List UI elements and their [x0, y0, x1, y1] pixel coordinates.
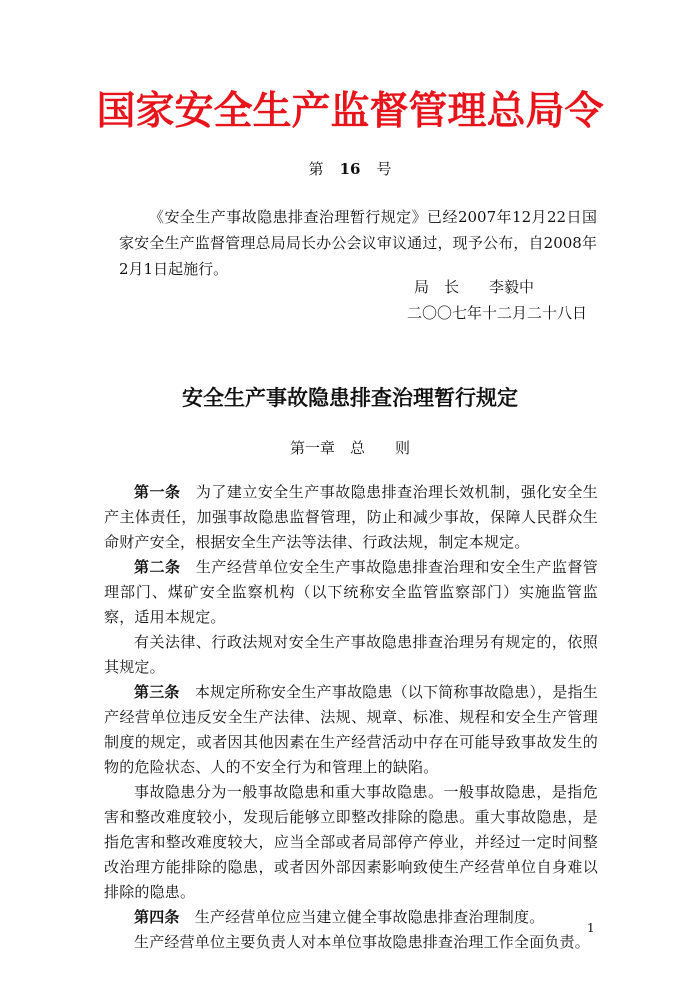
paragraph-text: 为了建立安全生产事故隐患排查治理长效机制，强化安全生产主体责任，加强事故隐患监督管理，防止和减少事故，保障人民群众生命财产安全，根据安全生产法等法律、行政法规，制定本规定。	[104, 483, 598, 551]
article-label: 第三条	[134, 683, 180, 701]
sign-date: 二〇〇七年十二月二十八日	[407, 304, 588, 322]
paragraph-text: 有关法律、行政法规对安全生产事故隐患排查治理另有规定的，依照其规定。	[104, 633, 598, 676]
decree-title: 国家安全生产监督管理总局令	[96, 89, 604, 134]
regulation-body	[104, 480, 598, 955]
paragraph-text: 事故隐患分为一般事故隐患和重大事故隐患。一般事故隐患，是指危害和整改难度较小，发现后能够立即整改排除的隐患。重大事故隐患，是指危害和整改难度较大，应当全部或者局部停产停业，并经过一定时间整改治理方能排除的隐患，或者因外部因素影响致使生产经营单位自身难以排除的隐患。	[104, 783, 598, 901]
paragraph	[104, 555, 598, 630]
decree-number-suffix: 号	[376, 160, 392, 178]
regulation-title: 安全生产事故隐患排查治理暂行规定	[182, 386, 518, 410]
decree-number-prefix: 第	[308, 160, 324, 178]
paragraph-text: 生产经营单位应当建立健全事故隐患排查治理制度。	[179, 908, 545, 926]
article-label: 第二条	[134, 558, 181, 576]
paragraph	[104, 480, 598, 555]
promulgation-text: 《安全生产事故隐患排查治理暂行规定》已经2007年12月22日国家安全生产监督管理总局局长办公会议审议通过，现予公布，自2008年2月1日起施行。	[119, 208, 597, 278]
paragraph	[104, 630, 598, 680]
paragraph	[104, 680, 598, 780]
paragraph-text: 生产经营单位主要负责人对本单位事故隐患排查治理工作全面负责。	[134, 933, 591, 951]
paragraph-text: 生产经营单位安全生产事故隐患排查治理和安全生产监督管理部门、煤矿安全监察机构（以下统称安全监管监察部门）实施监管监察，适用本规定。	[104, 558, 598, 626]
paragraph-text: 本规定所称安全生产事故隐患（以下简称事故隐患），是指生产经营单位违反安全生产法律、法规、规章、标准、规程和安全生产管理制度的规定，或者因其他因素在生产经营活动中存在可能导致事故发生的物的危险状态、人的不安全行为和管理上的缺陷。	[104, 683, 598, 776]
article-label: 第四条	[134, 908, 180, 926]
paragraph	[104, 780, 598, 905]
chapter-heading: 第一章 总 则	[289, 439, 410, 457]
decree-number-value: 16	[339, 160, 361, 178]
paragraph	[104, 905, 598, 930]
decree-number	[0, 158, 700, 180]
article-label: 第一条	[134, 483, 181, 501]
signer: 局 长 李毅中	[414, 278, 535, 296]
page-number: 1	[587, 921, 595, 935]
paragraph	[104, 930, 598, 955]
